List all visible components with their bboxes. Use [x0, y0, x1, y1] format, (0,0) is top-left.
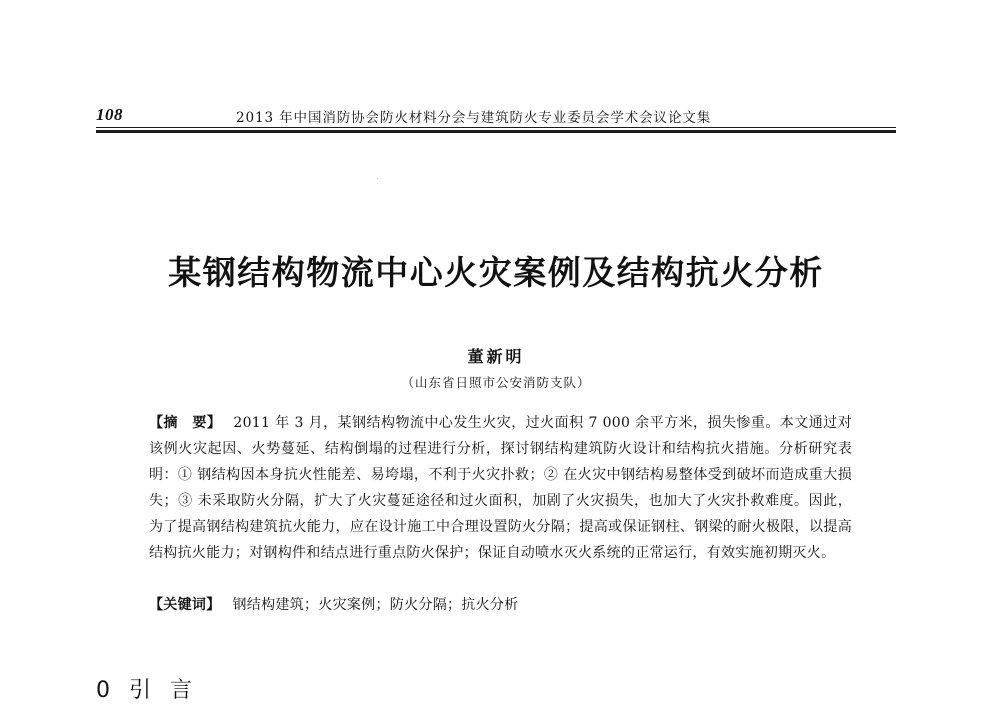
section-heading-introduction: 0 引 言 — [96, 678, 198, 703]
running-header — [96, 103, 896, 125]
header-rule-thick — [96, 130, 896, 133]
paper-title: 某钢结构物流中心火灾案例及结构抗火分析 — [168, 253, 824, 292]
running-title: 2013 年中国消防协会防火材料分会与建筑防火专业委员会学术会议论文集 — [236, 110, 712, 126]
scan-speck — [377, 178, 378, 179]
keywords-text: 钢结构建筑；火灾案例；防火分隔；抗火分析 — [232, 597, 519, 613]
abstract-text: 2011 年 3 月，某钢结构物流中心发生火灾，过火面积 7 000 余平方米，损失惨重。本文通过对该例火灾起因、火势蔓延、结构倒塌的过程进行分析，探讨钢结构建筑防火设计和结构抗火措施。分析研究表明：① 钢结构因本身抗火性能差、易垮塌，不利于火灾扑救；② 在火灾中钢结构易整体受到破坏而造成重大损失；③ 未采取防火分隔，扩大了火灾蔓延途径和过火面积，加剧了火灾损失，也加大了火灾扑救难度。因此，为了提高钢结构建筑抗火能力，应在设计施工中合理设置防火分隔；提高或保证钢柱、钢梁的耐火极限，以提高结构抗火能力；对钢构件和结点进行重点防火保护；保证自动喷水灭火系统的正常运行，有效实施初期灭火。 — [149, 415, 853, 561]
page-number: 108 — [96, 105, 123, 124]
keywords-label: 【关键词】 — [149, 597, 221, 613]
author-affiliation: （山东省日照市公安消防支队） — [401, 375, 591, 390]
keywords — [149, 592, 852, 618]
abstract — [149, 410, 852, 566]
abstract-label: 【摘 要】 — [149, 415, 222, 431]
author-name: 董新明 — [467, 347, 525, 366]
header-rule-thin — [96, 127, 896, 128]
